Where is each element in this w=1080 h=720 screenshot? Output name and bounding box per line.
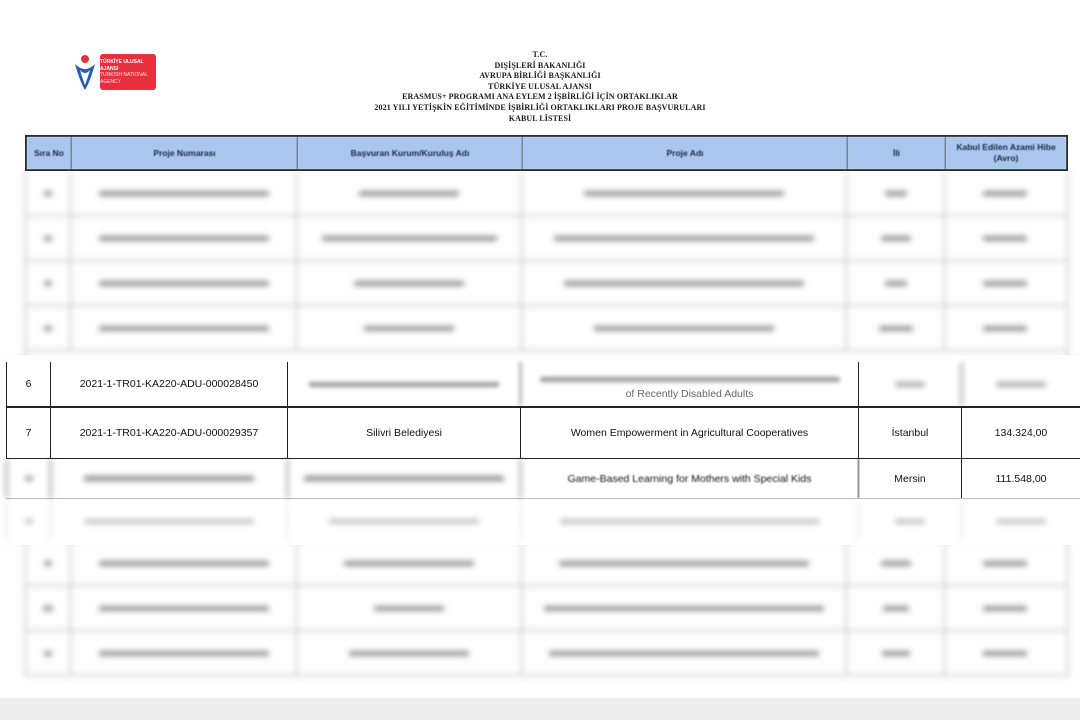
cell-no: 6: [6, 362, 51, 406]
table-row: [25, 261, 1068, 306]
agency-logo-wordmark: TÜRKİYE ULUSAL AJANSI TURKISH NATIONAL AGENCY: [100, 54, 156, 90]
table-row: [25, 306, 1068, 351]
cell-institution: [288, 362, 521, 406]
table-row: [6, 407, 1080, 459]
table-header: [25, 135, 1068, 171]
cell-institution: [288, 459, 521, 498]
cell-grant: [962, 362, 1080, 406]
header-line: AVRUPA BİRLİĞİ BAŞKANLIĞI: [479, 71, 601, 81]
bottom-edge: [0, 698, 1080, 720]
table-row: [25, 171, 1068, 216]
header-line: T.C.: [532, 50, 548, 59]
column-header-city: İli: [848, 137, 946, 169]
table-row: [25, 541, 1068, 586]
table-row: [6, 501, 1080, 541]
cell-project-name-text: of Recently Disabled Adults: [625, 388, 754, 400]
cell-no: 7: [6, 408, 51, 458]
cell-project-name: Women Empowerment in Agricultural Cooperatives: [521, 408, 859, 458]
document-header: [0, 50, 1080, 124]
cell-grant: 134.324,00: [994, 427, 1048, 439]
table-row: [25, 586, 1068, 631]
cell-city: Mersin: [859, 459, 962, 498]
readable-rows-strip: [0, 355, 1080, 545]
header-line: TÜRKİYE ULUSAL AJANSI: [488, 81, 592, 91]
header-line: ERASMUS+ PROGRAMI ANA EYLEM 2 İŞBİRLİĞİ İÇİN ORTAKLIKLAR: [402, 92, 678, 102]
cell-project-name: [521, 362, 859, 406]
header-line: KABUL LİSTESİ: [508, 113, 572, 123]
cell-grant: 111.548,00: [995, 472, 1047, 485]
table-row: [25, 631, 1068, 676]
table-row: [6, 362, 1080, 407]
cell-project-number: 2021-1-TR01-KA220-ADU-000029357: [51, 408, 288, 458]
header-line: 2021 YILI YETİŞKİN EĞİTİMİNDE İŞBİRLİĞİ ORTAKLIKLARI PROJE BAŞVURULARI: [374, 102, 706, 112]
cell-city: [859, 362, 962, 406]
column-header-project-number: Proje Numarası: [72, 137, 298, 169]
cell-project-name: Game-Based Learning for Mothers with Special Kids: [521, 459, 859, 498]
header-line: DIŞİŞLERİ BAKANLIĞI: [494, 60, 586, 70]
column-header-grant: Kabul Edilen Azami Hibe (Avro): [946, 137, 1066, 169]
column-header-no: Sıra No: [27, 137, 72, 169]
column-header-project-name: Proje Adı: [523, 137, 848, 169]
cell-project-number: 2021-1-TR01-KA220-ADU-000028450: [51, 362, 288, 406]
cell-no: [6, 459, 51, 498]
cell-city: İstanbul: [859, 408, 962, 458]
cell-institution: Silivri Belediyesi: [288, 408, 521, 458]
table-row: [25, 216, 1068, 261]
cell-project-number: [51, 459, 288, 498]
table-row: [6, 459, 1080, 499]
column-header-institution: Başvuran Kurum/Kuruluş Adı: [298, 137, 523, 169]
